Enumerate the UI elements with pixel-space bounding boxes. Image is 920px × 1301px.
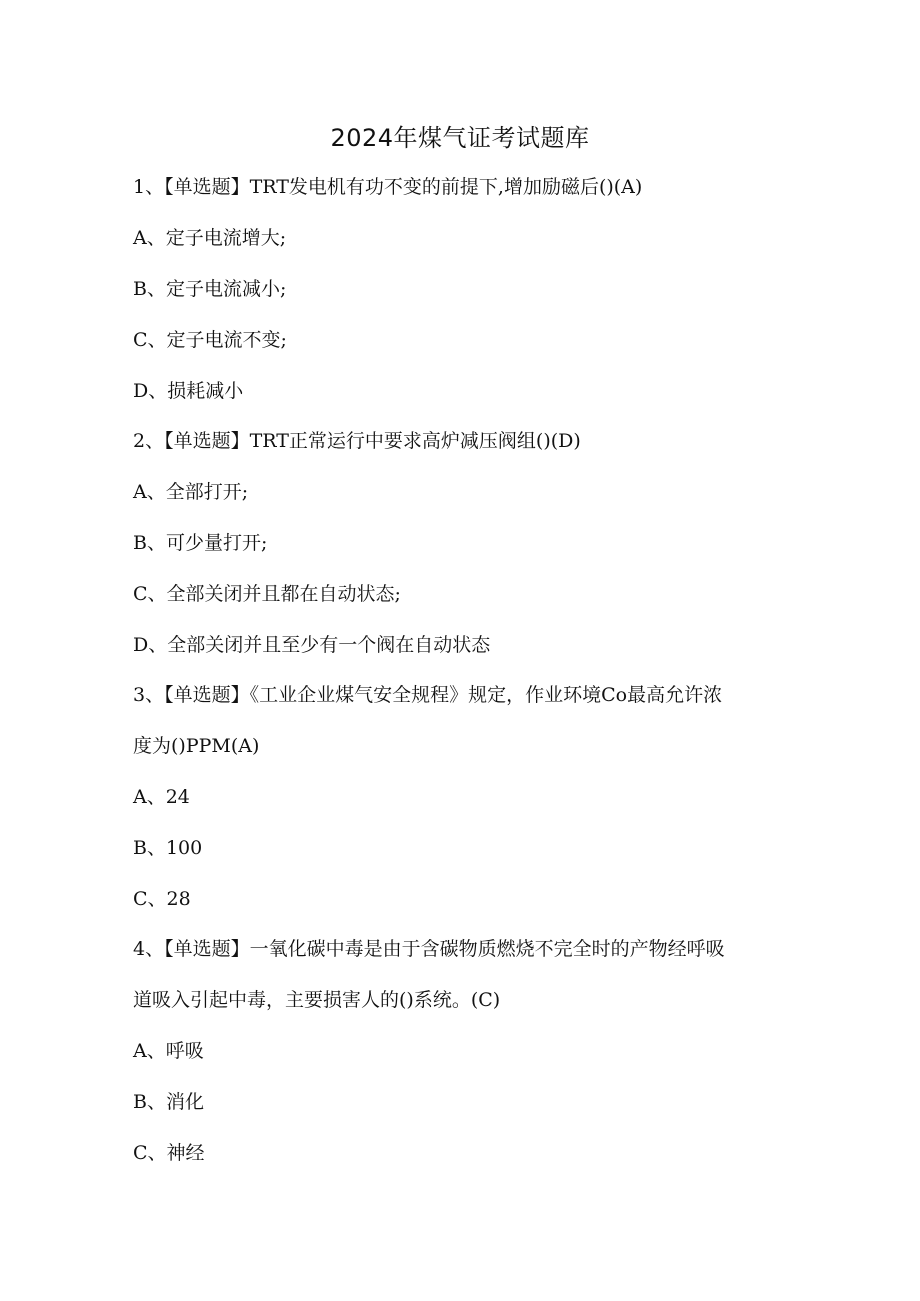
question-3-option-c: C、28 [133,888,191,910]
question-1-stem: 1、【单选题】TRT发电机有功不变的前提下,增加励磁后()(A) [133,176,643,198]
question-3-option-a: A、24 [133,786,190,808]
question-4-option-a: A、呼吸 [133,1040,204,1062]
question-2-option-a: A、全部打开; [133,481,249,503]
question-2-stem: 2、【单选题】TRT正常运行中要求高炉减压阀组()(D) [133,430,581,452]
question-1-option-a: A、定子电流增大; [133,227,287,249]
question-4-option-b: B、消化 [133,1091,204,1113]
question-4-option-c: C、神经 [133,1142,205,1164]
question-2-option-d: D、全部关闭并且至少有一个阀在自动状态 [133,634,491,656]
document-title: 2024年煤气证考试题库 [330,124,590,152]
question-3-stem-line-2: 度为()PPM(A) [133,735,260,757]
question-1-option-b: B、定子电流减小; [133,278,287,300]
question-1-option-c: C、定子电流不变; [133,329,287,351]
question-3-option-b: B、100 [133,837,203,859]
question-3-stem-line-1: 3、【单选题】《工业企业煤气安全规程》规定，作业环境Co最高允许浓 [133,684,723,706]
question-2-option-b: B、可少量打开; [133,532,268,554]
question-4-stem-line-2: 道吸入引起中毒，主要损害人的()系统。(C) [133,989,501,1011]
question-2-option-c: C、全部关闭并且都在自动状态; [133,583,401,605]
question-1-option-d: D、损耗减小 [133,380,244,402]
question-4-stem-line-1: 4、【单选题】一氧化碳中毒是由于含碳物质燃烧不完全时的产物经呼吸 [133,938,725,960]
